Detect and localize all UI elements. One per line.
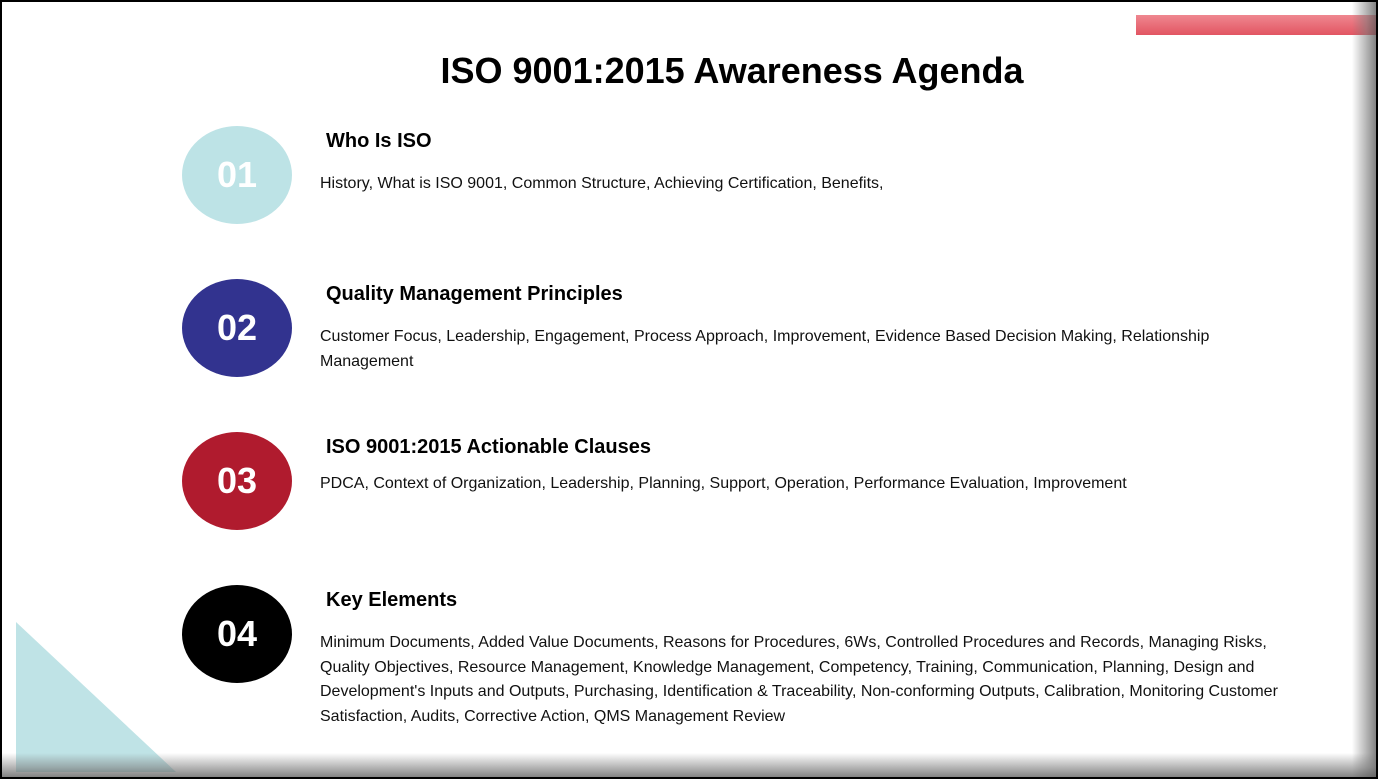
corner-triangle-decoration [16,622,176,772]
agenda-item-heading: Quality Management Principles [326,283,623,305]
agenda-item-heading: Key Elements [326,589,458,611]
agenda-number-circle: 04 [182,585,292,683]
accent-bar [1136,15,1376,35]
agenda-item-4 [182,585,1302,735]
agenda-item-3 [182,432,1302,542]
agenda-item-2 [182,279,1302,389]
agenda-item-heading: ISO 9001:2015 Actionable Clauses [326,436,651,458]
agenda-item-1 [182,126,1302,236]
agenda-number-circle: 01 [182,126,292,224]
shadow-bevel-right [1352,2,1376,777]
agenda-item-description: Customer Focus, Leadership, Engagement, Process Approach, Improvement, Evidence Based Decision Making, Relationship Management [320,328,1210,370]
agenda-item-description: Minimum Documents, Added Value Documents, Reasons for Procedures, 6Ws, Controlled Procedures and Records, Managing Risks, Quality Objectives, Resource Management, Knowledge Management, Competency, Training, Communication, Planning, Design and Development's Inputs and Outputs, Purchasing, Identification & Traceability, Non-conforming Outputs, Calibration, Monitoring Customer Satisfaction, Audits, Corrective Action, QMS Management Review [320,634,1278,725]
slide-title: ISO 9001:2015 Awareness Agenda [440,50,1024,91]
agenda-item-description: History, What is ISO 9001, Common Structure, Achieving Certification, Benefits, [320,175,884,192]
agenda-number-circle: 02 [182,279,292,377]
shadow-bevel-bottom [2,753,1376,777]
agenda-item-heading: Who Is ISO [326,130,432,152]
agenda-number-circle: 03 [182,432,292,530]
agenda-item-description: PDCA, Context of Organization, Leadership, Planning, Support, Operation, Performance Evaluation, Improvement [320,475,1127,492]
